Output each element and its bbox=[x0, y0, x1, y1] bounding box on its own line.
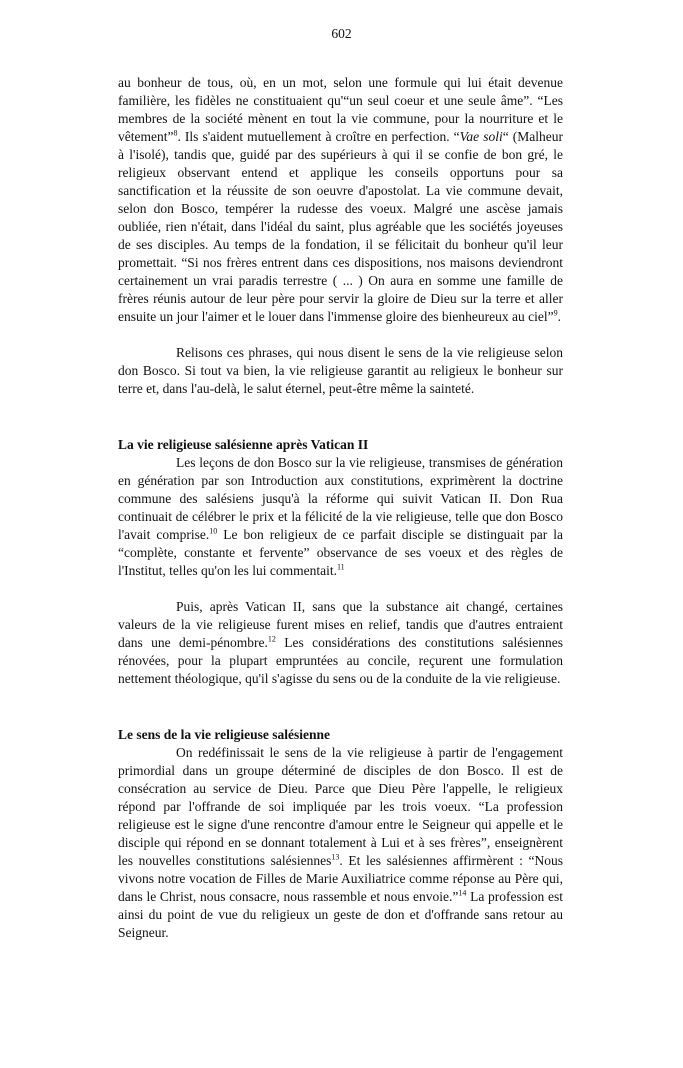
section-heading-vatican: La vie religieuse salésienne après Vatican II bbox=[118, 437, 369, 452]
footnote-ref-14: 14 bbox=[458, 888, 467, 898]
section-heading-sens: Le sens de la vie religieuse salésienne bbox=[118, 727, 330, 742]
paragraph-4: Puis, après Vatican II, sans que la substance ait changé, certaines valeurs de la vie religieuse furent mises en relief, tandis que d'autres entraient dans une demi-pénombre.$^{12}$ Les considérations des constitutions salésiennes rénovées, pour la plupart empruntées au concile, reçurent une formulation nettement théologique, qu'il s'agisse du sens ou de la conduite de la vie religieuse. bbox=[118, 599, 563, 686]
footnote-ref-9: 9 bbox=[553, 308, 558, 318]
paragraph-2: Relisons ces phrases, qui nous disent le sens de la vie religieuse selon don Bosco. Si tout va bien, la vie religieuse garantit au religieux le bonheur sur terre et, dans l'au-delà, le salut éternel, peut-être même la sainteté. bbox=[118, 345, 563, 396]
paragraph-1: au bonheur de tous, où, en un mot, selon une formule qui lui était devenue familière, les fidèles ne constituaient qu'“un seul coeur et une seule âme”. “Les membres de la société mènent en tout la vie commune, pour la nourriture et le vêtement”$^8$. Ils s'aident mutuellement à croître en perfection. “Vae soli“ (Malheur à l'isolé), tandis que, guidé par des supérieurs à qui il se confie de bon gré, le religieux observant entend et applique les conseils opportuns pour sa sanctification et la réussite de son oeuvre d'apostolat. La vie commune devait, selon don Bosco, tempérer la rudesse des voeux. Malgré une ascèse jamais oubliée, rien n'était, dans l'idéal du saint, plus agréable que les sociétés joyeuses de ses disciples. Au temps de la fondation, il se félicitait du bonheur qu'il leur promettait. “Si nos frères entrent dans ces dispositions, nos maisons deviendront certainement un vrai paradis terrestre ( ... ) On aura en somme une famille de frères réunis autour de leur père pour servir la gloire de Dieu sur la terre et aller ensuite un jour l'aimer et le louer dans l'immense gloire des bienheureux au ciel”$^9$. bbox=[118, 75, 563, 324]
footnote-ref-8: 8 bbox=[173, 128, 178, 138]
paragraph-3: Les leçons de don Bosco sur la vie religieuse, transmises de génération en génération par son Introduction aux constitutions, exprimèrent la doctrine commune des salésiens jusqu'à la réforme qui suivit Vatican II. Don Rua continuait de célébrer le prix et la félicité de la vie religieuse, telle que don Bosco l'avait comprise.$^{10}$ Le bon religieux de ce parfait disciple se distinguait par la “complète, constante et fervente” observance de ses voeux et des règles de l'Institut, telles qu'on les lui commentait.$^{11}$ bbox=[118, 455, 564, 578]
footnote-ref-11: 11 bbox=[336, 562, 345, 572]
paragraph-5: On redéfinissait le sens de la vie religieuse à partir de l'engagement primordial dans un groupe déterminé de disciples de don Bosco. Il est de consécration au service de Dieu. Parce que Dieu Père l'appelle, le religieux répond par l'offrande de soi impliquée par les trois voeux. “La profession religieuse est le signe d'une rencontre d'amour entre le Seigneur qui appelle et le disciple qui répond en se donnant totalement à Lui et à ses frères”, enseignèrent les nouvelles constitutions salésiennes$^{13}$. Et les salésiennes affirmèrent : “Nous vivons notre vocation de Filles de Marie Auxiliatrice comme réponse au Père qui, dans le Christ, nous consacre, nous rassemble et nous envoie.”$^{14}$ La profession est ainsi du point de vue du religieux un geste de don et d'offrande sans retour au Seigneur. bbox=[118, 745, 563, 940]
page-body bbox=[118, 74, 563, 942]
footnote-ref-13: 13 bbox=[331, 852, 340, 862]
latin-quote: Vae soli bbox=[459, 129, 503, 144]
footnote-ref-12: 12 bbox=[267, 634, 276, 644]
page-number: 602 bbox=[331, 26, 352, 41]
footnote-ref-10: 10 bbox=[209, 526, 218, 536]
